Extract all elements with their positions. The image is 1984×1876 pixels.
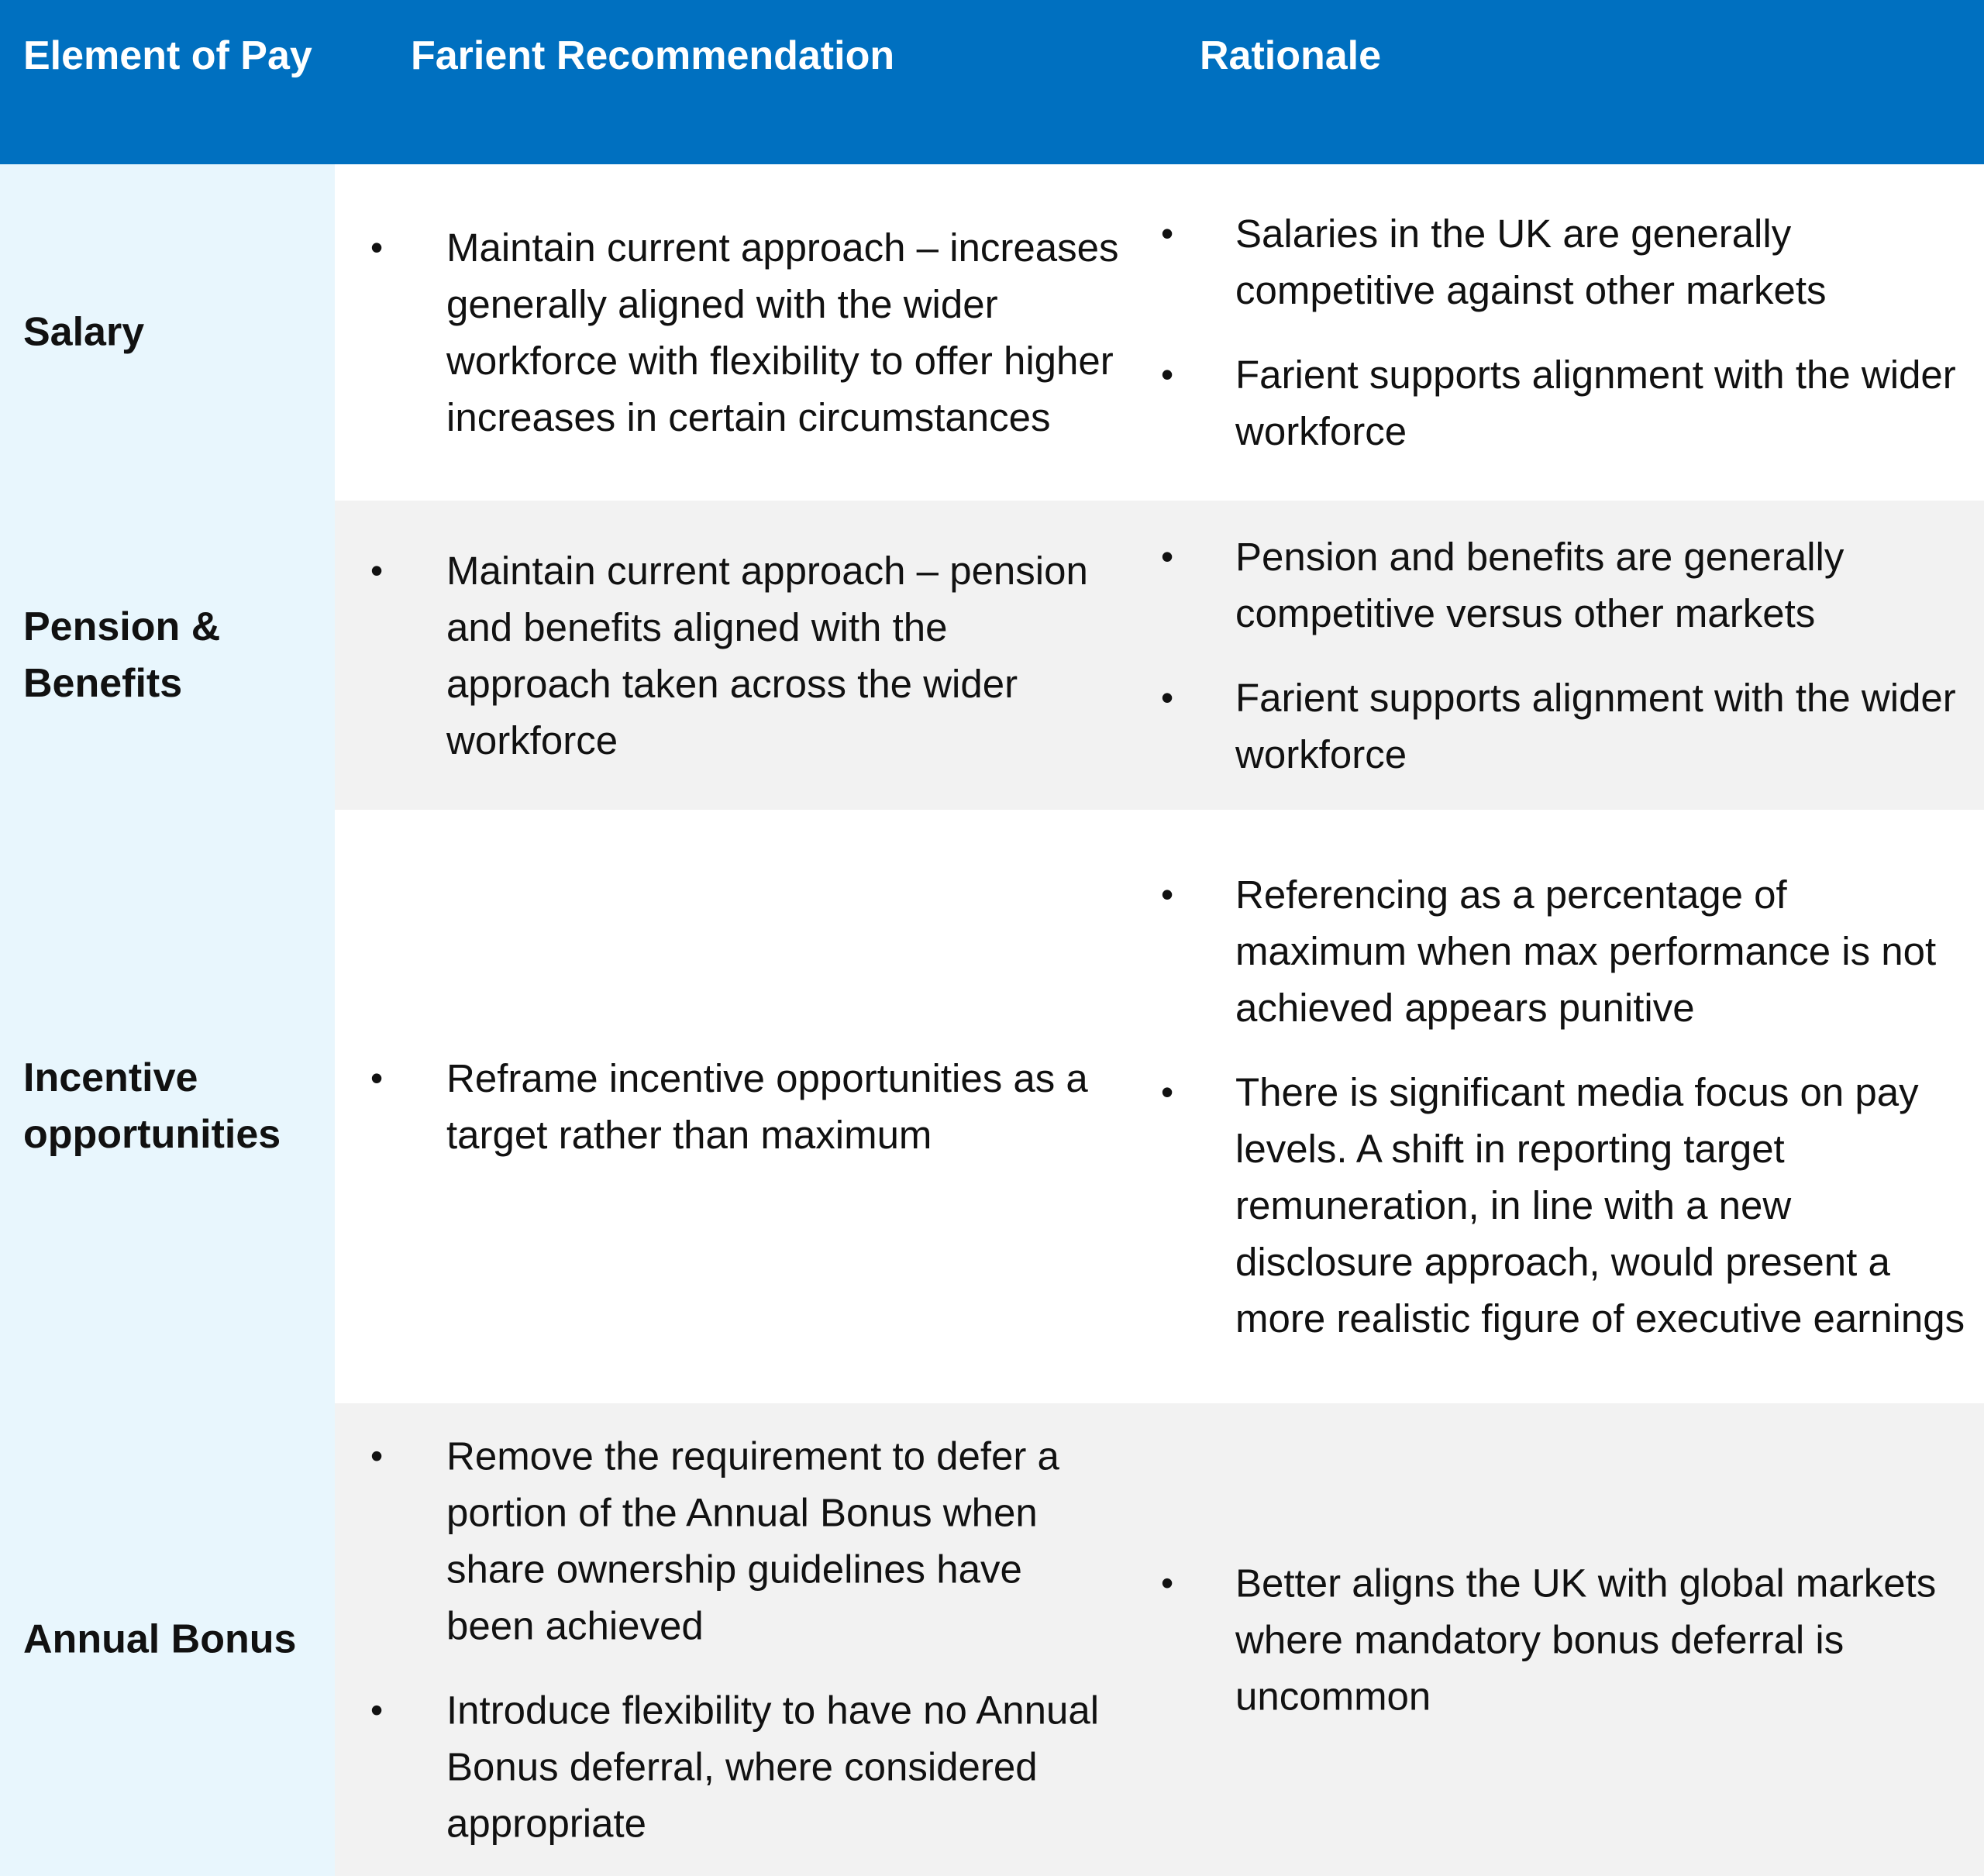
bullet-icon: • [1161, 676, 1174, 718]
list-item-text: Maintain current approach – pension and benefits aligned with the approach taken across the wider workforce [446, 548, 1088, 762]
bullet-icon: • [370, 1435, 384, 1476]
list-item [1142, 1064, 1984, 1347]
list-item [1142, 346, 1984, 460]
list-item [1142, 866, 1984, 1036]
list-item [335, 542, 1142, 769]
rationale-list [1142, 1555, 1984, 1725]
bullet-icon: • [370, 1058, 384, 1098]
element-cell [0, 164, 335, 501]
bullet-icon: • [370, 1689, 384, 1730]
element-label: Salary [23, 309, 145, 355]
bullet-icon: • [370, 549, 384, 590]
element-label: Incentive opportunities [23, 1055, 281, 1157]
rationale-cell [1142, 810, 1984, 1403]
element-label: Annual Bonus [23, 1616, 297, 1662]
recommendation-cell [335, 810, 1142, 1403]
header-element-of-pay: Element of Pay [23, 33, 312, 78]
rationale-cell [1142, 1403, 1984, 1876]
list-item [1142, 528, 1984, 642]
bullet-icon: • [1161, 213, 1174, 253]
list-item-text: Farient supports alignment with the wider workforce [1235, 353, 1956, 453]
list-item [335, 1428, 1142, 1654]
table-row-pension-benefits [0, 501, 1984, 810]
table-row-incentive-opportunities [0, 810, 1984, 1403]
table-row-annual-bonus [0, 1403, 1984, 1876]
rationale-list [1142, 528, 1984, 783]
bullet-icon: • [370, 227, 384, 267]
recommendation-list [335, 542, 1142, 769]
list-item-text: There is significant media focus on pay levels. A shift in reporting target remuneration, in line with a new disclosure approach, would present a more realistic figure of executive earnings [1235, 1070, 1965, 1341]
bullet-icon: • [1161, 874, 1174, 914]
bullet-icon: • [1161, 535, 1174, 577]
element-cell [0, 810, 335, 1403]
header-rationale: Rationale [1200, 33, 1382, 78]
recommendation-cell [335, 1403, 1142, 1876]
recommendation-list [335, 1428, 1142, 1852]
header-farient-recommendation: Farient Recommendation [411, 33, 895, 78]
list-item [335, 219, 1142, 446]
list-item-text: Better aligns the UK with global markets where mandatory bonus deferral is uncommon [1235, 1561, 1937, 1719]
list-item-text: Salaries in the UK are generally competitive against other markets [1235, 212, 1827, 312]
element-cell [0, 1403, 335, 1876]
list-item [335, 1682, 1142, 1852]
list-item [1142, 205, 1984, 318]
list-item-text: Maintain current approach – increases generally aligned with the wider workforce with flexibility to offer higher increases in certain circumstances [446, 225, 1119, 439]
list-item-text: Farient supports alignment with the wider workforce [1235, 675, 1956, 776]
recommendation-list [335, 1050, 1142, 1163]
table-row-salary [0, 164, 1984, 501]
list-item [1142, 670, 1984, 783]
list-item [1142, 1555, 1984, 1725]
table-header [0, 0, 1984, 164]
list-item-text: Referencing as a percentage of maximum when max performance is not achieved appears punitive [1235, 873, 1937, 1030]
rationale-list [1142, 205, 1984, 460]
recommendation-cell [335, 501, 1142, 810]
list-item-text: Reframe incentive opportunities as a target rather than maximum [446, 1056, 1088, 1157]
bullet-icon: • [1161, 354, 1174, 394]
list-item-text: Introduce flexibility to have no Annual Bonus deferral, where considered appropriate [446, 1688, 1100, 1846]
list-item-text: Pension and benefits are generally competitive versus other markets [1235, 534, 1844, 635]
recommendation-cell [335, 164, 1142, 501]
bullet-icon: • [1161, 1072, 1174, 1112]
rationale-cell [1142, 501, 1984, 810]
list-item-text: Remove the requirement to defer a portion of the Annual Bonus when share ownership guidelines have been achieved [446, 1434, 1059, 1648]
bullet-icon: • [1161, 1562, 1174, 1603]
rationale-list [1142, 866, 1984, 1347]
element-cell [0, 501, 335, 810]
rationale-cell [1142, 164, 1984, 501]
list-item [335, 1050, 1142, 1163]
recommendation-list [335, 219, 1142, 446]
element-label: Pension & Benefits [23, 604, 221, 706]
